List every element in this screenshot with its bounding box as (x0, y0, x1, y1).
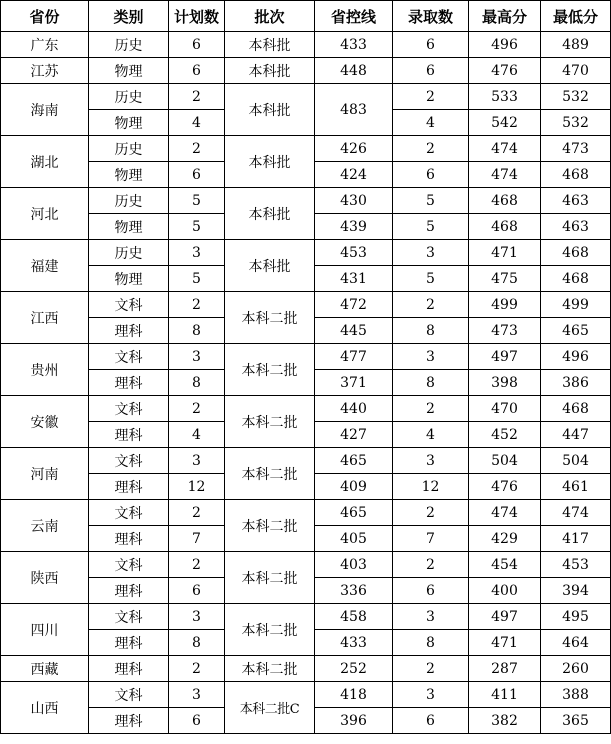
control-line-cell: 465 (315, 448, 393, 474)
category-cell: 物理 (89, 58, 169, 84)
table-row (1, 344, 611, 370)
max-score-cell: 382 (469, 708, 541, 734)
header-batch: 批次 (225, 1, 315, 32)
batch-cell: 本科二批 (225, 656, 315, 682)
category-cell: 物理 (89, 214, 169, 240)
category-cell: 物理 (89, 162, 169, 188)
min-score-cell: 496 (541, 344, 611, 370)
max-score-cell: 504 (469, 448, 541, 474)
max-score-cell: 542 (469, 110, 541, 136)
province-cell: 河南 (1, 448, 89, 500)
min-score-cell: 499 (541, 292, 611, 318)
plan-count-cell: 6 (169, 162, 225, 188)
batch-cell: 本科批 (225, 84, 315, 136)
province-cell: 福建 (1, 240, 89, 292)
category-cell: 文科 (89, 344, 169, 370)
admitted-count-cell: 5 (393, 188, 469, 214)
batch-cell: 本科二批 (225, 500, 315, 552)
admitted-count-cell: 4 (393, 110, 469, 136)
plan-count-cell: 2 (169, 292, 225, 318)
admitted-count-cell: 2 (393, 396, 469, 422)
province-cell: 陕西 (1, 552, 89, 604)
max-score-cell: 474 (469, 500, 541, 526)
admitted-count-cell: 6 (393, 162, 469, 188)
min-score-cell: 504 (541, 448, 611, 474)
control-line-cell: 418 (315, 682, 393, 708)
category-cell: 文科 (89, 604, 169, 630)
max-score-cell: 474 (469, 136, 541, 162)
admitted-count-cell: 12 (393, 474, 469, 500)
plan-count-cell: 3 (169, 682, 225, 708)
admitted-count-cell: 8 (393, 630, 469, 656)
category-cell: 理科 (89, 370, 169, 396)
min-score-cell: 386 (541, 370, 611, 396)
control-line-cell: 427 (315, 422, 393, 448)
max-score-cell: 496 (469, 32, 541, 58)
table-row (1, 500, 611, 526)
plan-count-cell: 3 (169, 448, 225, 474)
province-cell: 江西 (1, 292, 89, 344)
plan-count-cell: 2 (169, 396, 225, 422)
admitted-count-cell: 3 (393, 448, 469, 474)
category-cell: 历史 (89, 240, 169, 266)
control-line-cell: 252 (315, 656, 393, 682)
table-row (1, 136, 611, 162)
control-line-cell: 472 (315, 292, 393, 318)
table-row (1, 448, 611, 474)
plan-count-cell: 2 (169, 656, 225, 682)
header-row (1, 1, 611, 32)
header-control-line: 省控线 (315, 1, 393, 32)
table-row (1, 84, 611, 110)
batch-cell: 本科二批 (225, 292, 315, 344)
admitted-count-cell: 8 (393, 370, 469, 396)
admitted-count-cell: 6 (393, 578, 469, 604)
batch-cell: 本科二批 (225, 552, 315, 604)
control-line-cell: 433 (315, 32, 393, 58)
table-row (1, 58, 611, 84)
plan-count-cell: 2 (169, 84, 225, 110)
admitted-count-cell: 3 (393, 682, 469, 708)
max-score-cell: 411 (469, 682, 541, 708)
min-score-cell: 260 (541, 656, 611, 682)
admitted-count-cell: 7 (393, 526, 469, 552)
min-score-cell: 463 (541, 188, 611, 214)
province-cell: 贵州 (1, 344, 89, 396)
max-score-cell: 499 (469, 292, 541, 318)
control-line-cell: 448 (315, 58, 393, 84)
province-cell: 西藏 (1, 656, 89, 682)
category-cell: 物理 (89, 110, 169, 136)
min-score-cell: 447 (541, 422, 611, 448)
category-cell: 理科 (89, 526, 169, 552)
category-cell: 理科 (89, 656, 169, 682)
plan-count-cell: 4 (169, 422, 225, 448)
plan-count-cell: 6 (169, 32, 225, 58)
control-line-cell: 483 (315, 84, 393, 136)
max-score-cell: 533 (469, 84, 541, 110)
category-cell: 历史 (89, 136, 169, 162)
max-score-cell: 476 (469, 58, 541, 84)
max-score-cell: 287 (469, 656, 541, 682)
category-cell: 文科 (89, 448, 169, 474)
min-score-cell: 461 (541, 474, 611, 500)
province-cell: 广东 (1, 32, 89, 58)
admitted-count-cell: 3 (393, 240, 469, 266)
category-cell: 历史 (89, 84, 169, 110)
province-cell: 湖北 (1, 136, 89, 188)
batch-cell: 本科批 (225, 240, 315, 292)
admitted-count-cell: 3 (393, 344, 469, 370)
admitted-count-cell: 4 (393, 422, 469, 448)
batch-cell: 本科批 (225, 136, 315, 188)
header-min-score: 最低分 (541, 1, 611, 32)
plan-count-cell: 4 (169, 110, 225, 136)
admitted-count-cell: 2 (393, 136, 469, 162)
batch-cell: 本科二批 (225, 396, 315, 448)
control-line-cell: 409 (315, 474, 393, 500)
control-line-cell: 396 (315, 708, 393, 734)
min-score-cell: 489 (541, 32, 611, 58)
table-row (1, 552, 611, 578)
admitted-count-cell: 3 (393, 604, 469, 630)
max-score-cell: 475 (469, 266, 541, 292)
min-score-cell: 470 (541, 58, 611, 84)
min-score-cell: 365 (541, 708, 611, 734)
table-row (1, 604, 611, 630)
table-row (1, 188, 611, 214)
plan-count-cell: 3 (169, 240, 225, 266)
admitted-count-cell: 6 (393, 58, 469, 84)
control-line-cell: 458 (315, 604, 393, 630)
max-score-cell: 454 (469, 552, 541, 578)
max-score-cell: 476 (469, 474, 541, 500)
plan-count-cell: 6 (169, 58, 225, 84)
admitted-count-cell: 8 (393, 318, 469, 344)
table-row (1, 682, 611, 708)
control-line-cell: 431 (315, 266, 393, 292)
plan-count-cell: 8 (169, 318, 225, 344)
admitted-count-cell: 5 (393, 266, 469, 292)
batch-cell: 本科二批 (225, 604, 315, 656)
batch-cell: 本科批 (225, 188, 315, 240)
category-cell: 物理 (89, 266, 169, 292)
min-score-cell: 453 (541, 552, 611, 578)
province-cell: 安徽 (1, 396, 89, 448)
category-cell: 文科 (89, 552, 169, 578)
header-category: 类别 (89, 1, 169, 32)
category-cell: 文科 (89, 292, 169, 318)
min-score-cell: 464 (541, 630, 611, 656)
table-row (1, 396, 611, 422)
batch-cell: 本科批 (225, 32, 315, 58)
batch-cell: 本科二批 (225, 344, 315, 396)
min-score-cell: 394 (541, 578, 611, 604)
min-score-cell: 473 (541, 136, 611, 162)
min-score-cell: 417 (541, 526, 611, 552)
admitted-count-cell: 2 (393, 292, 469, 318)
header-admitted: 录取数 (393, 1, 469, 32)
header-province: 省份 (1, 1, 89, 32)
table-row (1, 292, 611, 318)
max-score-cell: 400 (469, 578, 541, 604)
plan-count-cell: 12 (169, 474, 225, 500)
province-cell: 山西 (1, 682, 89, 734)
control-line-cell: 403 (315, 552, 393, 578)
table-body (1, 32, 611, 734)
plan-count-cell: 3 (169, 604, 225, 630)
batch-cell: 本科二批C (225, 682, 315, 734)
province-cell: 河北 (1, 188, 89, 240)
plan-count-cell: 5 (169, 214, 225, 240)
max-score-cell: 429 (469, 526, 541, 552)
max-score-cell: 468 (469, 188, 541, 214)
min-score-cell: 463 (541, 214, 611, 240)
category-cell: 理科 (89, 422, 169, 448)
plan-count-cell: 8 (169, 630, 225, 656)
plan-count-cell: 5 (169, 188, 225, 214)
plan-count-cell: 2 (169, 552, 225, 578)
min-score-cell: 495 (541, 604, 611, 630)
header-plan: 计划数 (169, 1, 225, 32)
min-score-cell: 532 (541, 84, 611, 110)
control-line-cell: 433 (315, 630, 393, 656)
max-score-cell: 471 (469, 240, 541, 266)
plan-count-cell: 5 (169, 266, 225, 292)
province-cell: 江苏 (1, 58, 89, 84)
table-row (1, 656, 611, 682)
min-score-cell: 468 (541, 266, 611, 292)
max-score-cell: 497 (469, 344, 541, 370)
control-line-cell: 477 (315, 344, 393, 370)
province-cell: 海南 (1, 84, 89, 136)
max-score-cell: 398 (469, 370, 541, 396)
control-line-cell: 426 (315, 136, 393, 162)
province-cell: 四川 (1, 604, 89, 656)
max-score-cell: 497 (469, 604, 541, 630)
category-cell: 理科 (89, 474, 169, 500)
control-line-cell: 336 (315, 578, 393, 604)
min-score-cell: 532 (541, 110, 611, 136)
batch-cell: 本科批 (225, 58, 315, 84)
plan-count-cell: 7 (169, 526, 225, 552)
max-score-cell: 473 (469, 318, 541, 344)
batch-cell: 本科二批 (225, 448, 315, 500)
admitted-count-cell: 2 (393, 656, 469, 682)
plan-count-cell: 2 (169, 136, 225, 162)
category-cell: 文科 (89, 500, 169, 526)
plan-count-cell: 6 (169, 578, 225, 604)
admitted-count-cell: 6 (393, 708, 469, 734)
control-line-cell: 439 (315, 214, 393, 240)
control-line-cell: 405 (315, 526, 393, 552)
control-line-cell: 465 (315, 500, 393, 526)
admitted-count-cell: 2 (393, 552, 469, 578)
max-score-cell: 452 (469, 422, 541, 448)
category-cell: 历史 (89, 32, 169, 58)
min-score-cell: 468 (541, 240, 611, 266)
category-cell: 理科 (89, 318, 169, 344)
category-cell: 文科 (89, 682, 169, 708)
max-score-cell: 468 (469, 214, 541, 240)
admitted-count-cell: 2 (393, 84, 469, 110)
table-row (1, 32, 611, 58)
category-cell: 历史 (89, 188, 169, 214)
min-score-cell: 465 (541, 318, 611, 344)
max-score-cell: 471 (469, 630, 541, 656)
admitted-count-cell: 5 (393, 214, 469, 240)
control-line-cell: 445 (315, 318, 393, 344)
control-line-cell: 424 (315, 162, 393, 188)
province-cell: 云南 (1, 500, 89, 552)
control-line-cell: 430 (315, 188, 393, 214)
min-score-cell: 468 (541, 162, 611, 188)
plan-count-cell: 2 (169, 500, 225, 526)
category-cell: 文科 (89, 396, 169, 422)
control-line-cell: 371 (315, 370, 393, 396)
min-score-cell: 474 (541, 500, 611, 526)
min-score-cell: 468 (541, 396, 611, 422)
table-row (1, 240, 611, 266)
max-score-cell: 470 (469, 396, 541, 422)
admitted-count-cell: 6 (393, 32, 469, 58)
control-line-cell: 440 (315, 396, 393, 422)
plan-count-cell: 8 (169, 370, 225, 396)
min-score-cell: 388 (541, 682, 611, 708)
plan-count-cell: 3 (169, 344, 225, 370)
max-score-cell: 474 (469, 162, 541, 188)
header-max-score: 最高分 (469, 1, 541, 32)
category-cell: 理科 (89, 578, 169, 604)
category-cell: 理科 (89, 708, 169, 734)
category-cell: 理科 (89, 630, 169, 656)
control-line-cell: 453 (315, 240, 393, 266)
admitted-count-cell: 2 (393, 500, 469, 526)
plan-count-cell: 6 (169, 708, 225, 734)
